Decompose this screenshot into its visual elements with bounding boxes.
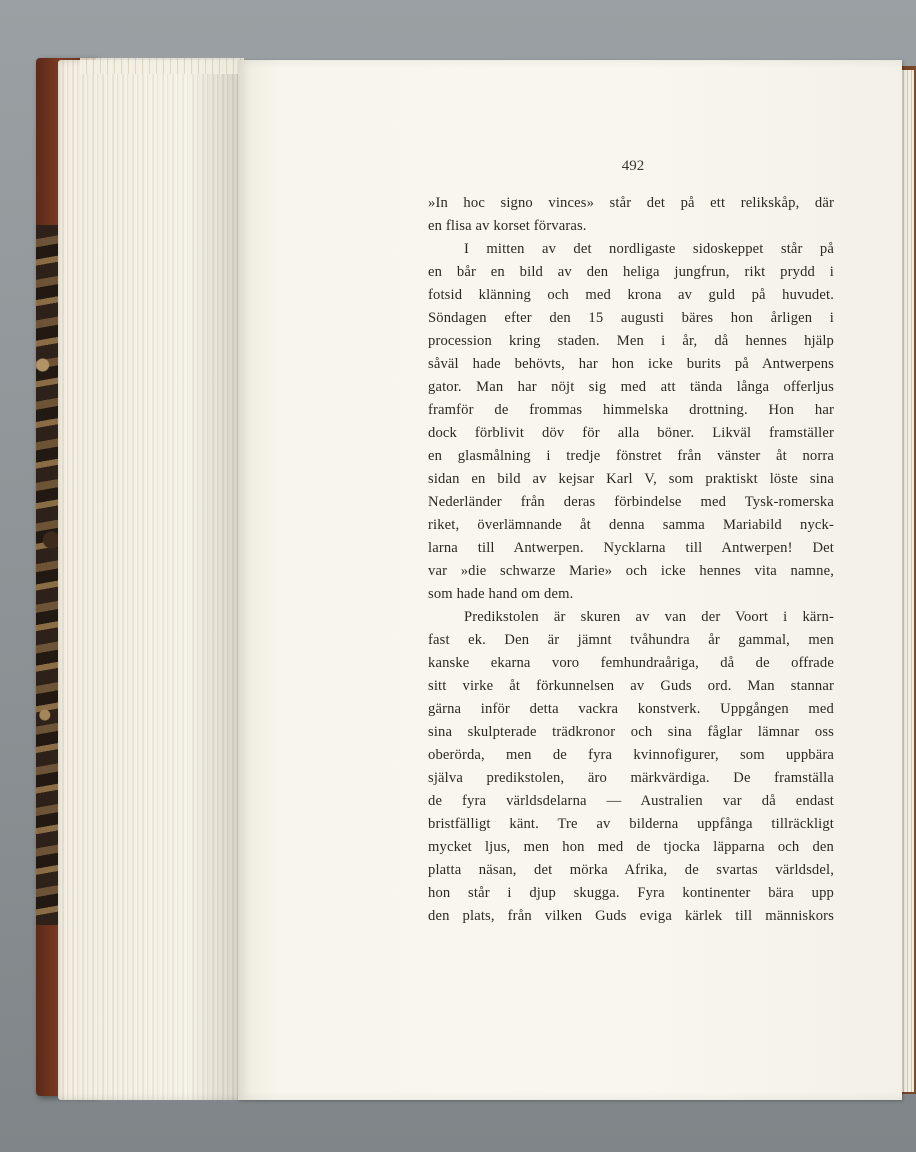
text-line: »In hoc signo vinces» står det på ett relikskåp, där <box>428 195 834 211</box>
text-line: platta näsan, det mörka Afrika, de svartas världsdel, <box>428 862 834 878</box>
text-line: I mitten av det nordligaste sidoskeppet står på <box>464 241 834 257</box>
text-line: Söndagen efter den 15 augusti bäres hon årligen i <box>428 310 834 326</box>
text-line: oberörda, men de fyra kvinnofigurer, som uppbära <box>428 747 834 763</box>
text-line: en flisa av korset förvaras. <box>428 218 587 234</box>
text-line: själva predikstolen, äro märkvärdiga. De framställa <box>428 770 834 786</box>
page-edges-stack <box>58 60 244 1100</box>
text-line: bristfälligt känt. Tre av bilderna uppfånga tillräckligt <box>428 816 834 832</box>
page-number: 492 <box>621 158 645 174</box>
text-line: Nederländer från deras förbindelse med Tysk-romerska <box>428 494 834 510</box>
text-line: en bår en bild av den heliga jungfrun, rikt prydd i <box>428 264 834 280</box>
text-line: gärna inför detta vackra konstverk. Uppgången med <box>428 701 834 717</box>
body-text <box>428 192 834 928</box>
text-line: sidan en bild av kejsar Karl V, som praktiskt löste sina <box>428 471 834 487</box>
text-line: sitt virke åt förkunnelsen av Guds ord. Man stannar <box>428 678 834 694</box>
text-line: hon står i djup skugga. Fyra kontinenter bära upp <box>428 885 834 901</box>
text-line: Predikstolen är skuren av van der Voort i kärn- <box>464 609 834 625</box>
text-line: som hade hand om dem. <box>428 586 574 602</box>
text-line: den plats, från vilken Guds eviga kärlek till människors <box>428 908 834 924</box>
text-line: riket, överlämnande åt denna samma Mariabild nyck- <box>428 517 834 533</box>
page-edges-right <box>900 70 914 1092</box>
text-line: larna till Antwerpen. Nycklarna till Antwerpen! Det <box>428 540 834 556</box>
text-line: framför de frommas himmelska drottning. Hon har <box>428 402 834 418</box>
text-line: fast ek. Den är jämnt tvåhundra år gammal, men <box>428 632 834 648</box>
text-line: de fyra världsdelarna — Australien var då endast <box>428 793 834 809</box>
page-edges-top <box>80 58 244 74</box>
text-line: dock förblivit döv för alla böner. Likväl framställer <box>428 425 834 441</box>
text-line: fotsid klänning och med krona av guld på huvudet. <box>428 287 834 303</box>
text-line: var »die schwarze Marie» och icke hennes vita namne, <box>428 563 834 579</box>
text-line: en glasmålning i tredje fönstret från vänster åt norra <box>428 448 834 464</box>
text-line: procession kring staden. Men i år, då hennes hjälp <box>428 333 834 349</box>
text-line: gator. Man har nöjt sig med att tända långa offerljus <box>428 379 834 395</box>
text-line: kanske ekarna voro femhundraåriga, då de offrade <box>428 655 834 671</box>
text-line: sina skulpterade trädkronor och sina fåglar lämnar oss <box>428 724 834 740</box>
text-line: såväl hade behövts, har hon icke burits på Antwerpens <box>428 356 834 372</box>
text-line: mycket ljus, men hon med de tjocka läpparna och den <box>428 839 834 855</box>
marbled-spine <box>36 225 58 925</box>
